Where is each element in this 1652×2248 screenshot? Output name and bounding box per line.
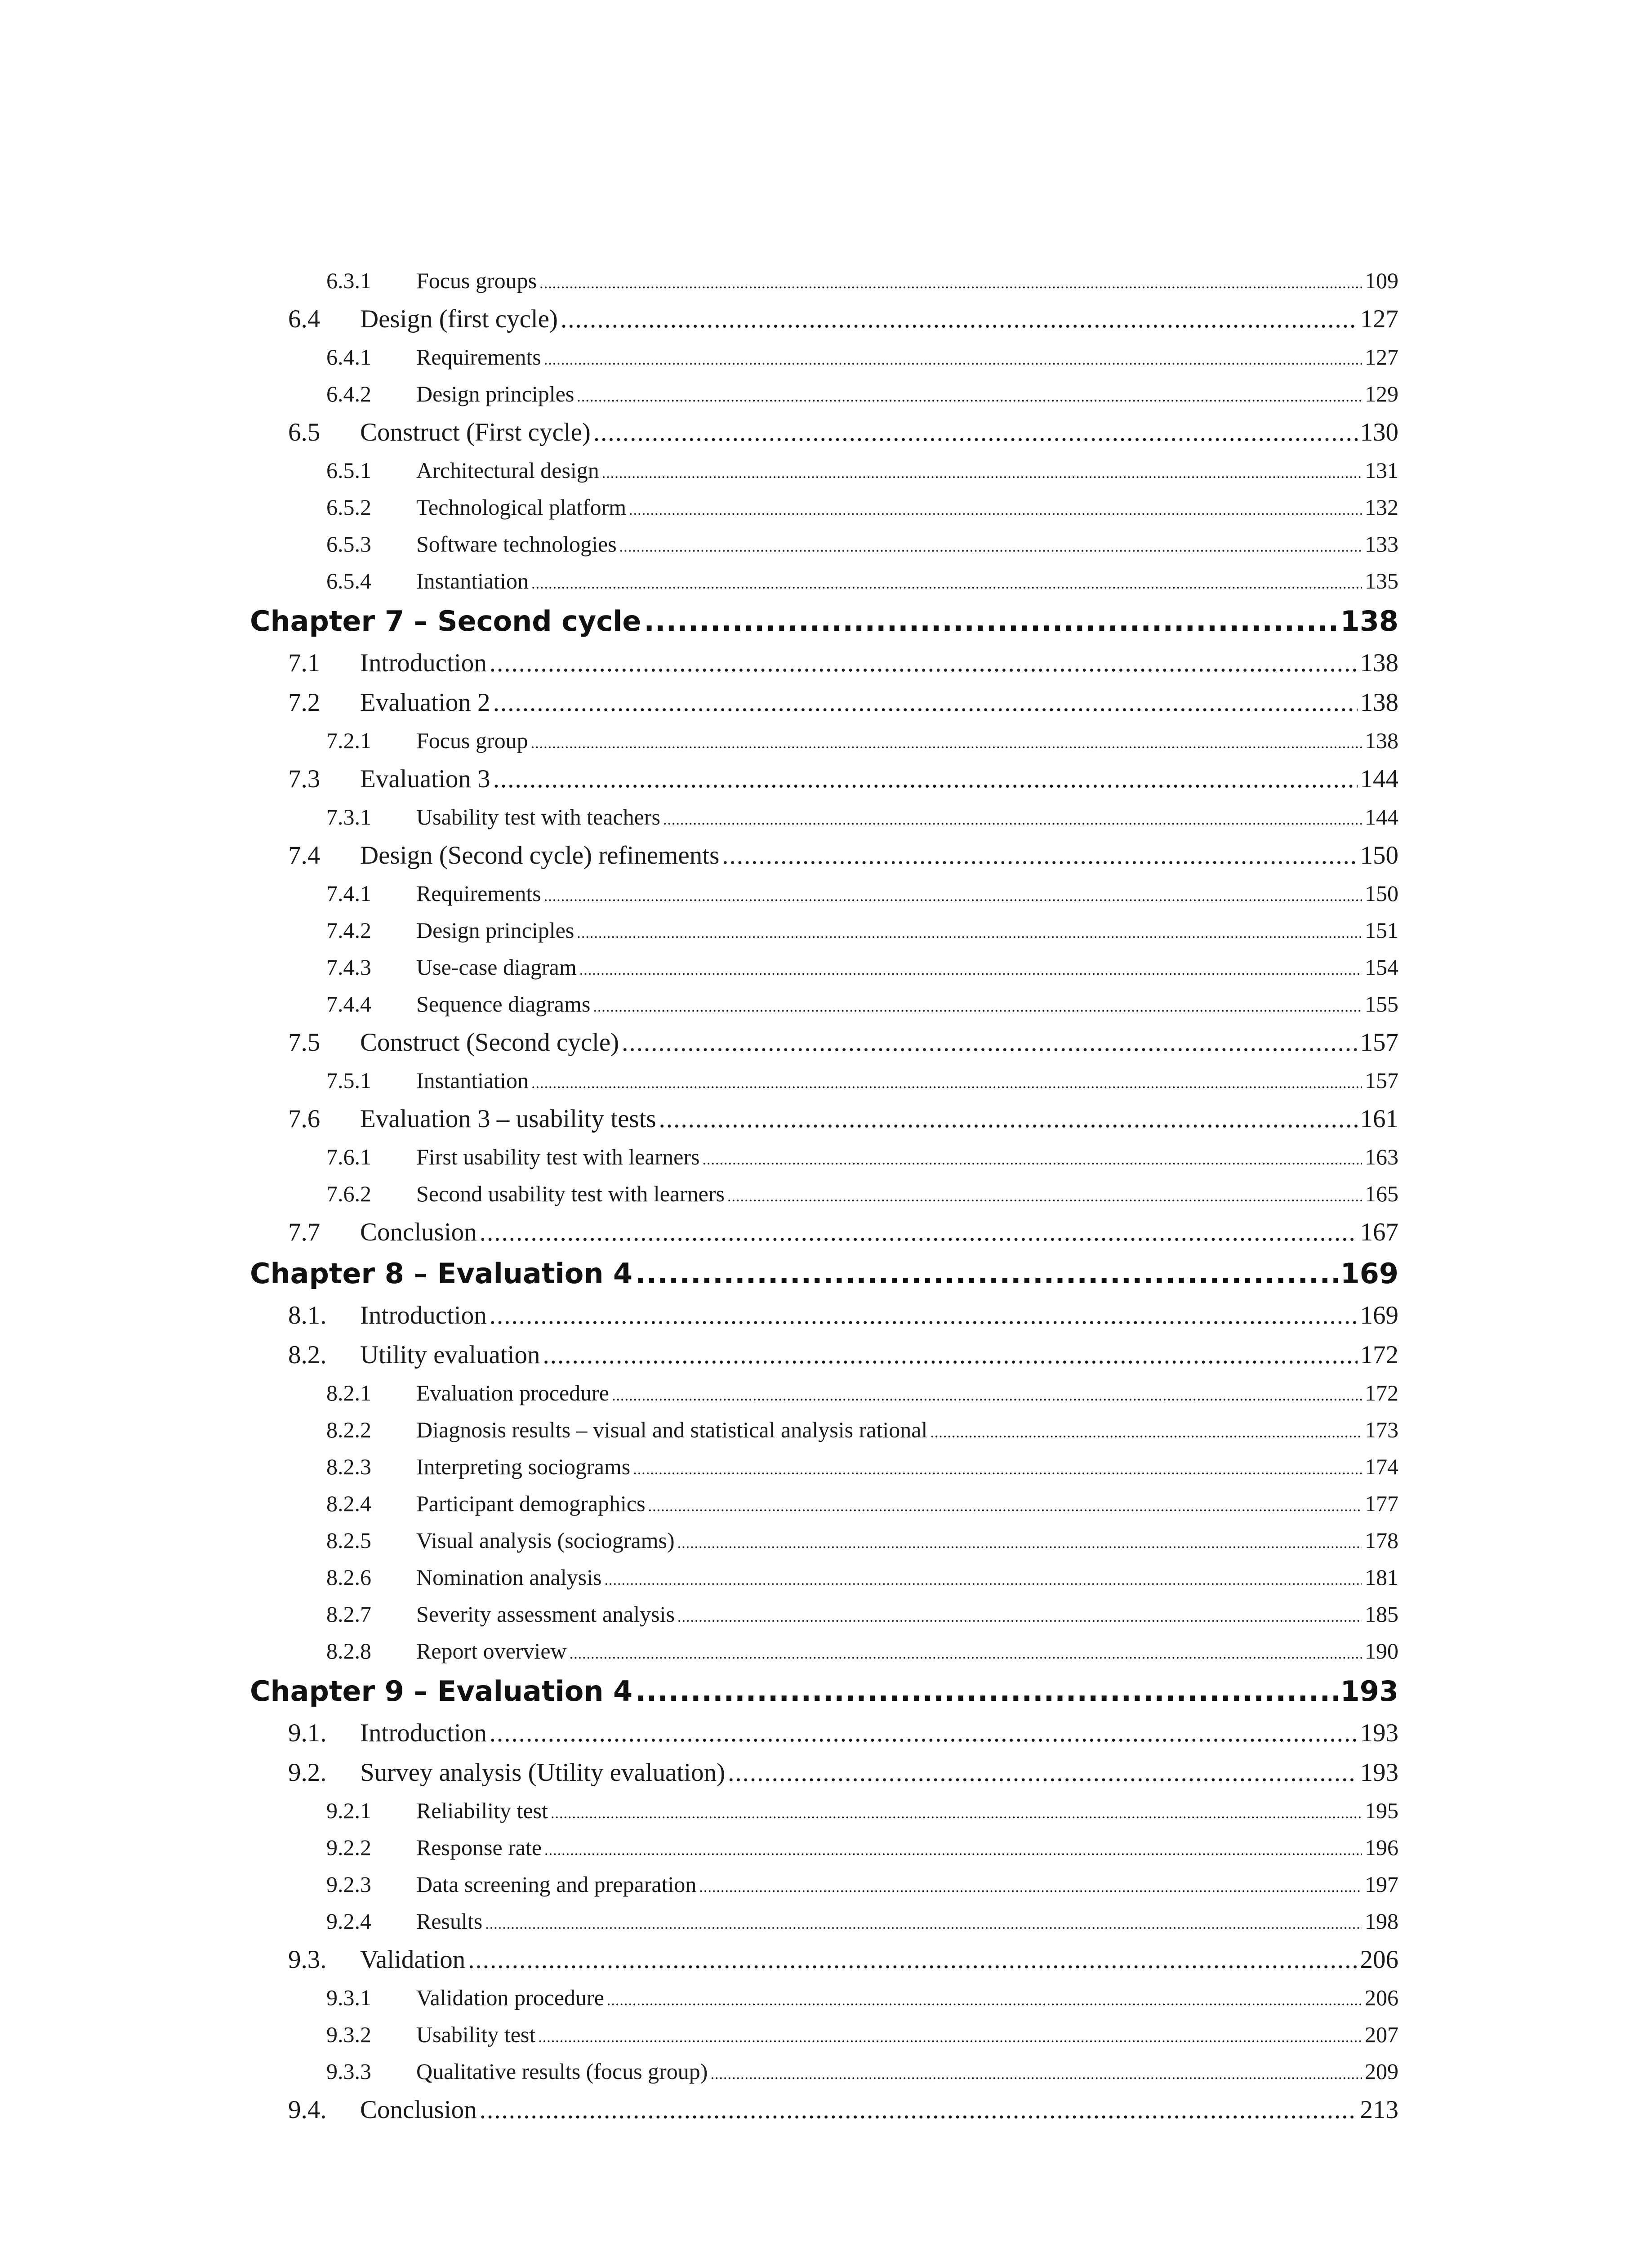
dot-leader	[579, 962, 1362, 979]
toc-page-number: 154	[1365, 955, 1398, 980]
toc-entry-title: Survey analysis (Utility evaluation)	[360, 1758, 726, 1787]
toc-entry-number: 7.4	[288, 841, 321, 870]
toc-entry-number: 7.6	[288, 1105, 321, 1133]
toc-entry-title: Technological platform	[416, 495, 627, 520]
toc-entry-title: Visual analysis (sociograms)	[416, 1528, 675, 1553]
dot-leader	[480, 2095, 1358, 2124]
dot-leader	[577, 388, 1362, 406]
toc-page-number: 165	[1365, 1181, 1398, 1206]
toc-page-number: 169	[1360, 1301, 1398, 1329]
toc-entry-number: 6.4.2	[326, 381, 371, 406]
toc-entry-title: Focus group	[416, 728, 528, 753]
toc-entry-title: Validation	[360, 1945, 466, 1974]
toc-entry-title: Sequence diagrams	[416, 991, 591, 1017]
toc-subsection-entry[interactable]	[250, 2058, 1398, 2095]
dot-leader	[644, 605, 1337, 638]
toc-entry-title: Evaluation procedure	[416, 1380, 609, 1405]
toc-page-number: 195	[1365, 1798, 1398, 1823]
toc-page-number: 161	[1360, 1105, 1398, 1133]
toc-subsection-entry[interactable]	[250, 804, 1398, 841]
toc-subsection-entry[interactable]	[250, 1798, 1398, 1834]
toc-entry-number: 7.6.2	[326, 1181, 371, 1206]
dot-leader	[677, 1535, 1362, 1552]
toc-page-number: 178	[1365, 1528, 1398, 1553]
toc-page-number: 138	[1360, 688, 1398, 717]
toc-entry-number: 6.3.1	[326, 268, 371, 293]
toc-entry-title: Participant demographics	[416, 1491, 646, 1516]
toc-subsection-entry[interactable]	[250, 1527, 1398, 1564]
toc-subsection-entry[interactable]	[250, 1454, 1398, 1490]
toc-entry-number: 7.5	[288, 1028, 321, 1057]
toc-page-number: 127	[1365, 344, 1398, 370]
toc-page-number: 185	[1365, 1601, 1398, 1627]
toc-entry-title: Usability test with teachers	[416, 804, 660, 830]
toc-entry-number: 8.2.8	[326, 1638, 371, 1664]
toc-entry-number: 8.1.	[288, 1301, 327, 1329]
toc-entry-title: Requirements	[416, 881, 541, 906]
toc-page-number: 133	[1365, 531, 1398, 557]
toc-section-entry[interactable]	[250, 764, 1398, 804]
toc-section-entry[interactable]	[250, 2095, 1398, 2135]
toc-page-number: 138	[1340, 605, 1398, 638]
dot-leader	[480, 1218, 1358, 1247]
toc-entry-number: 6.5.4	[326, 568, 371, 593]
toc-subsection-entry[interactable]	[250, 1417, 1398, 1454]
toc-entry-number: 7.1	[288, 649, 321, 677]
dot-leader	[493, 764, 1358, 794]
toc-chapter-entry[interactable]	[250, 605, 1398, 648]
toc-entry-title: Utility evaluation	[360, 1341, 540, 1369]
toc-entry-number: 7.5.1	[326, 1068, 371, 1093]
toc-page-number: 163	[1365, 1144, 1398, 1169]
toc-entry-number: 6.5.1	[326, 458, 371, 483]
toc-entry-number: 6.4.1	[326, 344, 371, 370]
toc-subsection-entry[interactable]	[250, 457, 1398, 494]
dot-leader	[570, 1646, 1362, 1663]
toc-subsection-entry[interactable]	[250, 991, 1398, 1028]
toc-page-number: 155	[1365, 991, 1398, 1017]
toc-section-entry[interactable]	[250, 418, 1398, 457]
toc-section-entry[interactable]	[250, 304, 1398, 344]
dot-leader	[468, 1945, 1357, 1974]
toc-page-number: 151	[1365, 918, 1398, 943]
toc-page-number: 172	[1365, 1380, 1398, 1405]
toc-entry-title: Results	[416, 1909, 483, 1934]
toc-page-number: 132	[1365, 495, 1398, 520]
toc-page-number: 174	[1365, 1454, 1398, 1479]
toc-entry-title: Construct (Second cycle)	[360, 1028, 619, 1057]
toc-subsection-entry[interactable]	[250, 1638, 1398, 1675]
dot-leader	[538, 2029, 1362, 2046]
toc-entry-number: 8.2.7	[326, 1601, 371, 1627]
dot-leader	[930, 1424, 1362, 1441]
dot-leader	[531, 735, 1362, 752]
toc-section-entry[interactable]	[250, 1718, 1398, 1758]
toc-entry-number: 7.6.1	[326, 1144, 371, 1169]
toc-entry-number: 9.3.	[288, 1945, 327, 1974]
toc-page-number: 196	[1365, 1835, 1398, 1860]
toc-entry-number: 9.2.	[288, 1758, 327, 1787]
toc-entry-title: Data screening and preparation	[416, 1872, 697, 1897]
dot-leader	[604, 1572, 1362, 1589]
toc-subsection-entry[interactable]	[250, 1871, 1398, 1908]
dot-leader	[490, 1718, 1358, 1748]
toc-subsection-entry[interactable]	[250, 1834, 1398, 1871]
dot-leader	[648, 1498, 1362, 1515]
toc-entry-title: Conclusion	[360, 2096, 477, 2124]
toc-entry-title: Instantiation	[416, 1068, 529, 1093]
table-of-contents	[250, 268, 1398, 2135]
toc-page-number: 190	[1365, 1638, 1398, 1664]
toc-entry-number: 9.1.	[288, 1719, 327, 1747]
toc-chapter-entry[interactable]	[250, 1675, 1398, 1718]
toc-entry-number: 7.4.4	[326, 991, 371, 1017]
toc-subsection-entry[interactable]	[250, 917, 1398, 954]
toc-page-number: 130	[1360, 418, 1398, 446]
toc-entry-number: 9.2.4	[326, 1909, 371, 1934]
dot-leader	[612, 1387, 1362, 1405]
toc-section-entry[interactable]	[250, 688, 1398, 727]
toc-entry-title: Diagnosis results – visual and statistical analysis rational	[416, 1417, 928, 1442]
toc-entry-number: 6.5	[288, 418, 321, 446]
toc-section-entry[interactable]	[250, 1945, 1398, 1985]
toc-entry-title: Validation procedure	[416, 1985, 604, 2010]
dot-leader	[539, 275, 1362, 292]
toc-subsection-entry[interactable]	[250, 727, 1398, 764]
toc-entry-title: Focus groups	[416, 268, 537, 293]
dot-leader	[531, 575, 1362, 593]
toc-entry-number: 9.4.	[288, 2096, 327, 2124]
toc-entry-title: Evaluation 2	[360, 688, 490, 717]
toc-section-entry[interactable]	[250, 1104, 1398, 1144]
toc-section-entry[interactable]	[250, 1758, 1398, 1798]
dot-leader	[490, 648, 1358, 678]
toc-entry-number: 6.5.2	[326, 495, 371, 520]
dot-leader	[602, 465, 1362, 482]
toc-page-number: 169	[1340, 1257, 1398, 1290]
dot-leader	[490, 1301, 1358, 1330]
toc-entry-title: Qualitative results (focus group)	[416, 2059, 708, 2084]
toc-subsection-entry[interactable]	[250, 1985, 1398, 2021]
toc-entry-title: Architectural design	[416, 458, 599, 483]
toc-page-number: 127	[1360, 305, 1398, 333]
toc-page-number: 144	[1365, 804, 1398, 830]
dot-leader	[702, 1151, 1362, 1169]
toc-entry-title: Usability test	[416, 2022, 536, 2047]
dot-leader	[561, 304, 1358, 334]
toc-page-number: 138	[1360, 649, 1398, 677]
toc-subsection-entry[interactable]	[250, 1380, 1398, 1417]
toc-entry-title: Design (first cycle)	[360, 305, 558, 333]
toc-subsection-entry[interactable]	[250, 1908, 1398, 1945]
dot-leader	[544, 1842, 1362, 1859]
toc-entry-number: 9.2.3	[326, 1872, 371, 1897]
dot-leader	[727, 1188, 1362, 1205]
toc-page-number: 193	[1360, 1719, 1398, 1747]
dot-leader	[622, 1028, 1357, 1057]
toc-page-number: 109	[1365, 268, 1398, 293]
dot-leader	[629, 502, 1362, 519]
toc-section-entry[interactable]	[250, 648, 1398, 688]
dot-leader	[593, 999, 1362, 1016]
toc-entry-title: Evaluation 3 – usability tests	[360, 1105, 656, 1133]
toc-subsection-entry[interactable]	[250, 531, 1398, 568]
toc-entry-title: Introduction	[360, 649, 487, 677]
toc-subsection-entry[interactable]	[250, 1601, 1398, 1638]
dot-leader	[699, 1879, 1362, 1896]
dot-leader	[593, 418, 1358, 447]
toc-subsection-entry[interactable]	[250, 568, 1398, 605]
toc-entry-number: 8.2.	[288, 1341, 327, 1369]
toc-page-number: 135	[1365, 568, 1398, 593]
toc-entry-number: 8.2.1	[326, 1380, 371, 1405]
dot-leader	[635, 1257, 1337, 1290]
toc-entry-title: Report overview	[416, 1638, 567, 1664]
toc-page-number: 177	[1365, 1491, 1398, 1516]
dot-leader	[659, 1104, 1358, 1133]
toc-section-entry[interactable]	[250, 1028, 1398, 1067]
toc-page-number: 213	[1360, 2096, 1398, 2124]
dot-leader	[710, 2066, 1362, 2083]
toc-page-number: 131	[1365, 458, 1398, 483]
toc-page-number: 144	[1360, 765, 1398, 793]
toc-subsection-entry[interactable]	[250, 1564, 1398, 1601]
toc-page-number: 167	[1360, 1218, 1398, 1246]
toc-entry-title: Requirements	[416, 344, 541, 370]
toc-section-entry[interactable]	[250, 1301, 1398, 1340]
dot-leader	[663, 812, 1362, 829]
toc-page-number: 198	[1365, 1909, 1398, 1934]
dot-leader	[607, 1992, 1362, 2009]
toc-subsection-entry[interactable]	[250, 1144, 1398, 1181]
toc-entry-number: 8.2.3	[326, 1454, 371, 1479]
toc-subsection-entry[interactable]	[250, 880, 1398, 917]
toc-entry-title: First usability test with learners	[416, 1144, 700, 1169]
toc-entry-title: Design (Second cycle) refinements	[360, 841, 720, 870]
toc-entry-title: Second usability test with learners	[416, 1181, 725, 1206]
dot-leader	[544, 888, 1362, 905]
toc-page-number: 157	[1365, 1068, 1398, 1093]
toc-section-entry[interactable]	[250, 1340, 1398, 1380]
toc-page-number: 206	[1365, 1985, 1398, 2010]
toc-entry-title: Reliability test	[416, 1798, 548, 1823]
toc-entry-number: 7.3.1	[326, 804, 371, 830]
toc-entry-title: Nomination analysis	[416, 1565, 602, 1590]
toc-entry-number: 7.4.3	[326, 955, 371, 980]
toc-subsection-entry[interactable]	[250, 381, 1398, 418]
toc-subsection-entry[interactable]	[250, 1067, 1398, 1104]
toc-page-number: 197	[1365, 1872, 1398, 1897]
toc-section-entry[interactable]	[250, 841, 1398, 880]
toc-entry-title: Response rate	[416, 1835, 542, 1860]
toc-entry-number: 9.3.3	[326, 2059, 371, 2084]
toc-page-number: 207	[1365, 2022, 1398, 2047]
toc-page-number: 209	[1365, 2059, 1398, 2084]
toc-entry-title: Design principles	[416, 918, 574, 943]
toc-entry-number: 6.4	[288, 305, 321, 333]
toc-entry-number: 9.2.2	[326, 1835, 371, 1860]
toc-entry-number: 8.2.6	[326, 1565, 371, 1590]
toc-entry-title: Interpreting sociograms	[416, 1454, 631, 1479]
dot-leader	[677, 1609, 1362, 1626]
toc-page-number: 172	[1360, 1341, 1398, 1369]
toc-subsection-entry[interactable]	[250, 268, 1398, 304]
toc-entry-number: 8.2.4	[326, 1491, 371, 1516]
toc-page-number: 150	[1360, 841, 1398, 870]
toc-chapter-entry[interactable]	[250, 1257, 1398, 1301]
toc-page-number: 181	[1365, 1565, 1398, 1590]
toc-entry-title: Design principles	[416, 381, 574, 406]
toc-entry-number: 8.2.2	[326, 1417, 371, 1442]
toc-entry-number: 7.4.1	[326, 881, 371, 906]
toc-entry-title: Construct (First cycle)	[360, 418, 591, 446]
toc-page-number: 206	[1360, 1945, 1398, 1974]
dot-leader	[633, 1461, 1362, 1478]
dot-leader	[493, 688, 1358, 717]
dot-leader	[531, 1075, 1362, 1092]
dot-leader	[543, 1340, 1358, 1369]
toc-subsection-entry[interactable]	[250, 1490, 1398, 1527]
toc-entry-title: Introduction	[360, 1301, 487, 1329]
toc-entry-number: 7.2	[288, 688, 321, 717]
toc-entry-title: Software technologies	[416, 531, 617, 557]
toc-entry-title: Use-case diagram	[416, 955, 577, 980]
toc-subsection-entry[interactable]	[250, 954, 1398, 991]
dot-leader	[544, 352, 1362, 369]
toc-entry-number: 7.3	[288, 765, 321, 793]
toc-page-number: 129	[1365, 381, 1398, 406]
dot-leader	[728, 1758, 1357, 1787]
toc-entry-title: Conclusion	[360, 1218, 477, 1246]
toc-entry-number: 9.3.1	[326, 1985, 371, 2010]
toc-section-entry[interactable]	[250, 1218, 1398, 1257]
toc-page-number: 193	[1340, 1675, 1398, 1708]
toc-page-number: 138	[1365, 728, 1398, 753]
toc-page-number: 173	[1365, 1417, 1398, 1442]
toc-entry-number: 8.2.5	[326, 1528, 371, 1553]
toc-entry-title: Chapter 9 – Evaluation 4	[250, 1675, 633, 1708]
toc-entry-number: 7.2.1	[326, 728, 371, 753]
dot-leader	[619, 539, 1362, 556]
dot-leader	[635, 1675, 1337, 1708]
toc-subsection-entry[interactable]	[250, 344, 1398, 381]
toc-subsection-entry[interactable]	[250, 1181, 1398, 1218]
dot-leader	[577, 925, 1362, 942]
toc-entry-number: 6.5.3	[326, 531, 371, 557]
toc-entry-title: Instantiation	[416, 568, 529, 593]
dot-leader	[485, 1916, 1362, 1933]
toc-page-number: 193	[1360, 1758, 1398, 1787]
toc-subsection-entry[interactable]	[250, 2021, 1398, 2058]
toc-page-number: 150	[1365, 881, 1398, 906]
toc-entry-number: 7.7	[288, 1218, 321, 1246]
toc-entry-number: 9.2.1	[326, 1798, 371, 1823]
toc-entry-title: Introduction	[360, 1719, 487, 1747]
dot-leader	[722, 841, 1357, 870]
toc-subsection-entry[interactable]	[250, 494, 1398, 531]
toc-entry-title: Severity assessment analysis	[416, 1601, 675, 1627]
toc-entry-title: Evaluation 3	[360, 765, 490, 793]
toc-entry-number: 7.4.2	[326, 918, 371, 943]
toc-entry-title: Chapter 8 – Evaluation 4	[250, 1257, 633, 1290]
dot-leader	[551, 1805, 1362, 1822]
toc-page-number: 157	[1360, 1028, 1398, 1057]
toc-entry-number: 9.3.2	[326, 2022, 371, 2047]
toc-entry-title: Chapter 7 – Second cycle	[250, 605, 641, 638]
